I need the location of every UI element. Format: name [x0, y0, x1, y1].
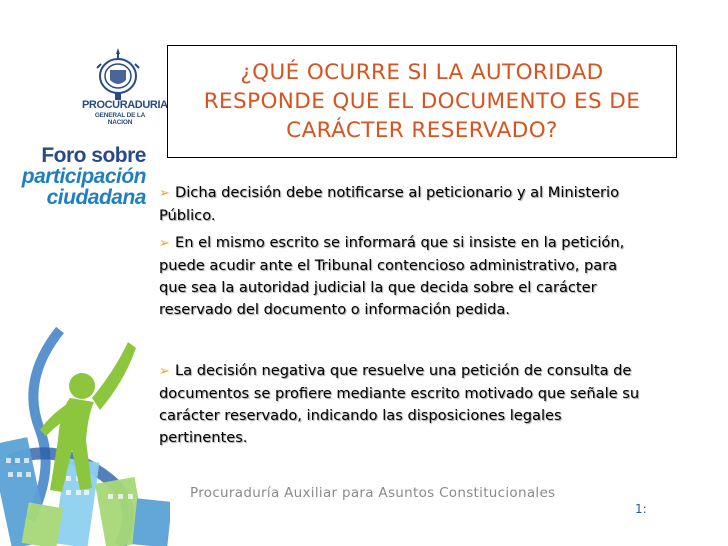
- arrow-bullet-icon: ➢: [159, 236, 170, 251]
- citizen-city-illustration: [0, 290, 170, 546]
- procuraduria-seal-icon: [93, 46, 143, 102]
- forum-title-line1: Foro sobre: [41, 144, 146, 167]
- slide-title-line1: ¿QUÉ OCURRE SI LA AUTORIDAD: [240, 60, 604, 85]
- slide-title-line3: CARÁCTER RESERVADO?: [286, 118, 558, 143]
- bullet-text: En el mismo escrito se informará que si insiste en la petición, puede acudir ante el Tribunal contencioso administrativo, para que sea la autoridad judicial la que decida sobre el carácter reservado del documento o información pedida.: [159, 234, 625, 318]
- page-number: 1:: [635, 502, 647, 516]
- arrow-bullet-icon: ➢: [159, 186, 170, 201]
- bullet-paragraph: [159, 360, 649, 449]
- slide-title-line2: RESPONDE QUE EL DOCUMENTO ES DE: [203, 89, 641, 114]
- bullet-text: La decisión negativa que resuelve una petición de consulta de documentos se profiere mediante escrito motivado que señale su carácter reservado, indicando las disposiciones legales pertinentes.: [159, 362, 640, 446]
- forum-branding: [22, 145, 146, 208]
- bullet-paragraph: [159, 232, 649, 321]
- arrow-bullet-icon: ➢: [159, 364, 170, 379]
- forum-title-line3: ciudadana: [46, 186, 146, 209]
- title-box: [167, 45, 677, 158]
- institution-name-line2: GENERAL DE LA NACION: [94, 112, 146, 126]
- bullet-text: Dicha decisión debe notificarse al peticionario y al Ministerio Público.: [159, 184, 620, 224]
- forum-title-line2: participación: [21, 165, 146, 188]
- bullet-paragraph: [159, 182, 649, 227]
- institution-name: [82, 99, 168, 126]
- institution-name-line1: PROCURADURIA: [82, 99, 168, 111]
- footer-text: Procuraduría Auxiliar para Asuntos Constitucionales: [190, 485, 556, 501]
- slide-title: [204, 58, 641, 145]
